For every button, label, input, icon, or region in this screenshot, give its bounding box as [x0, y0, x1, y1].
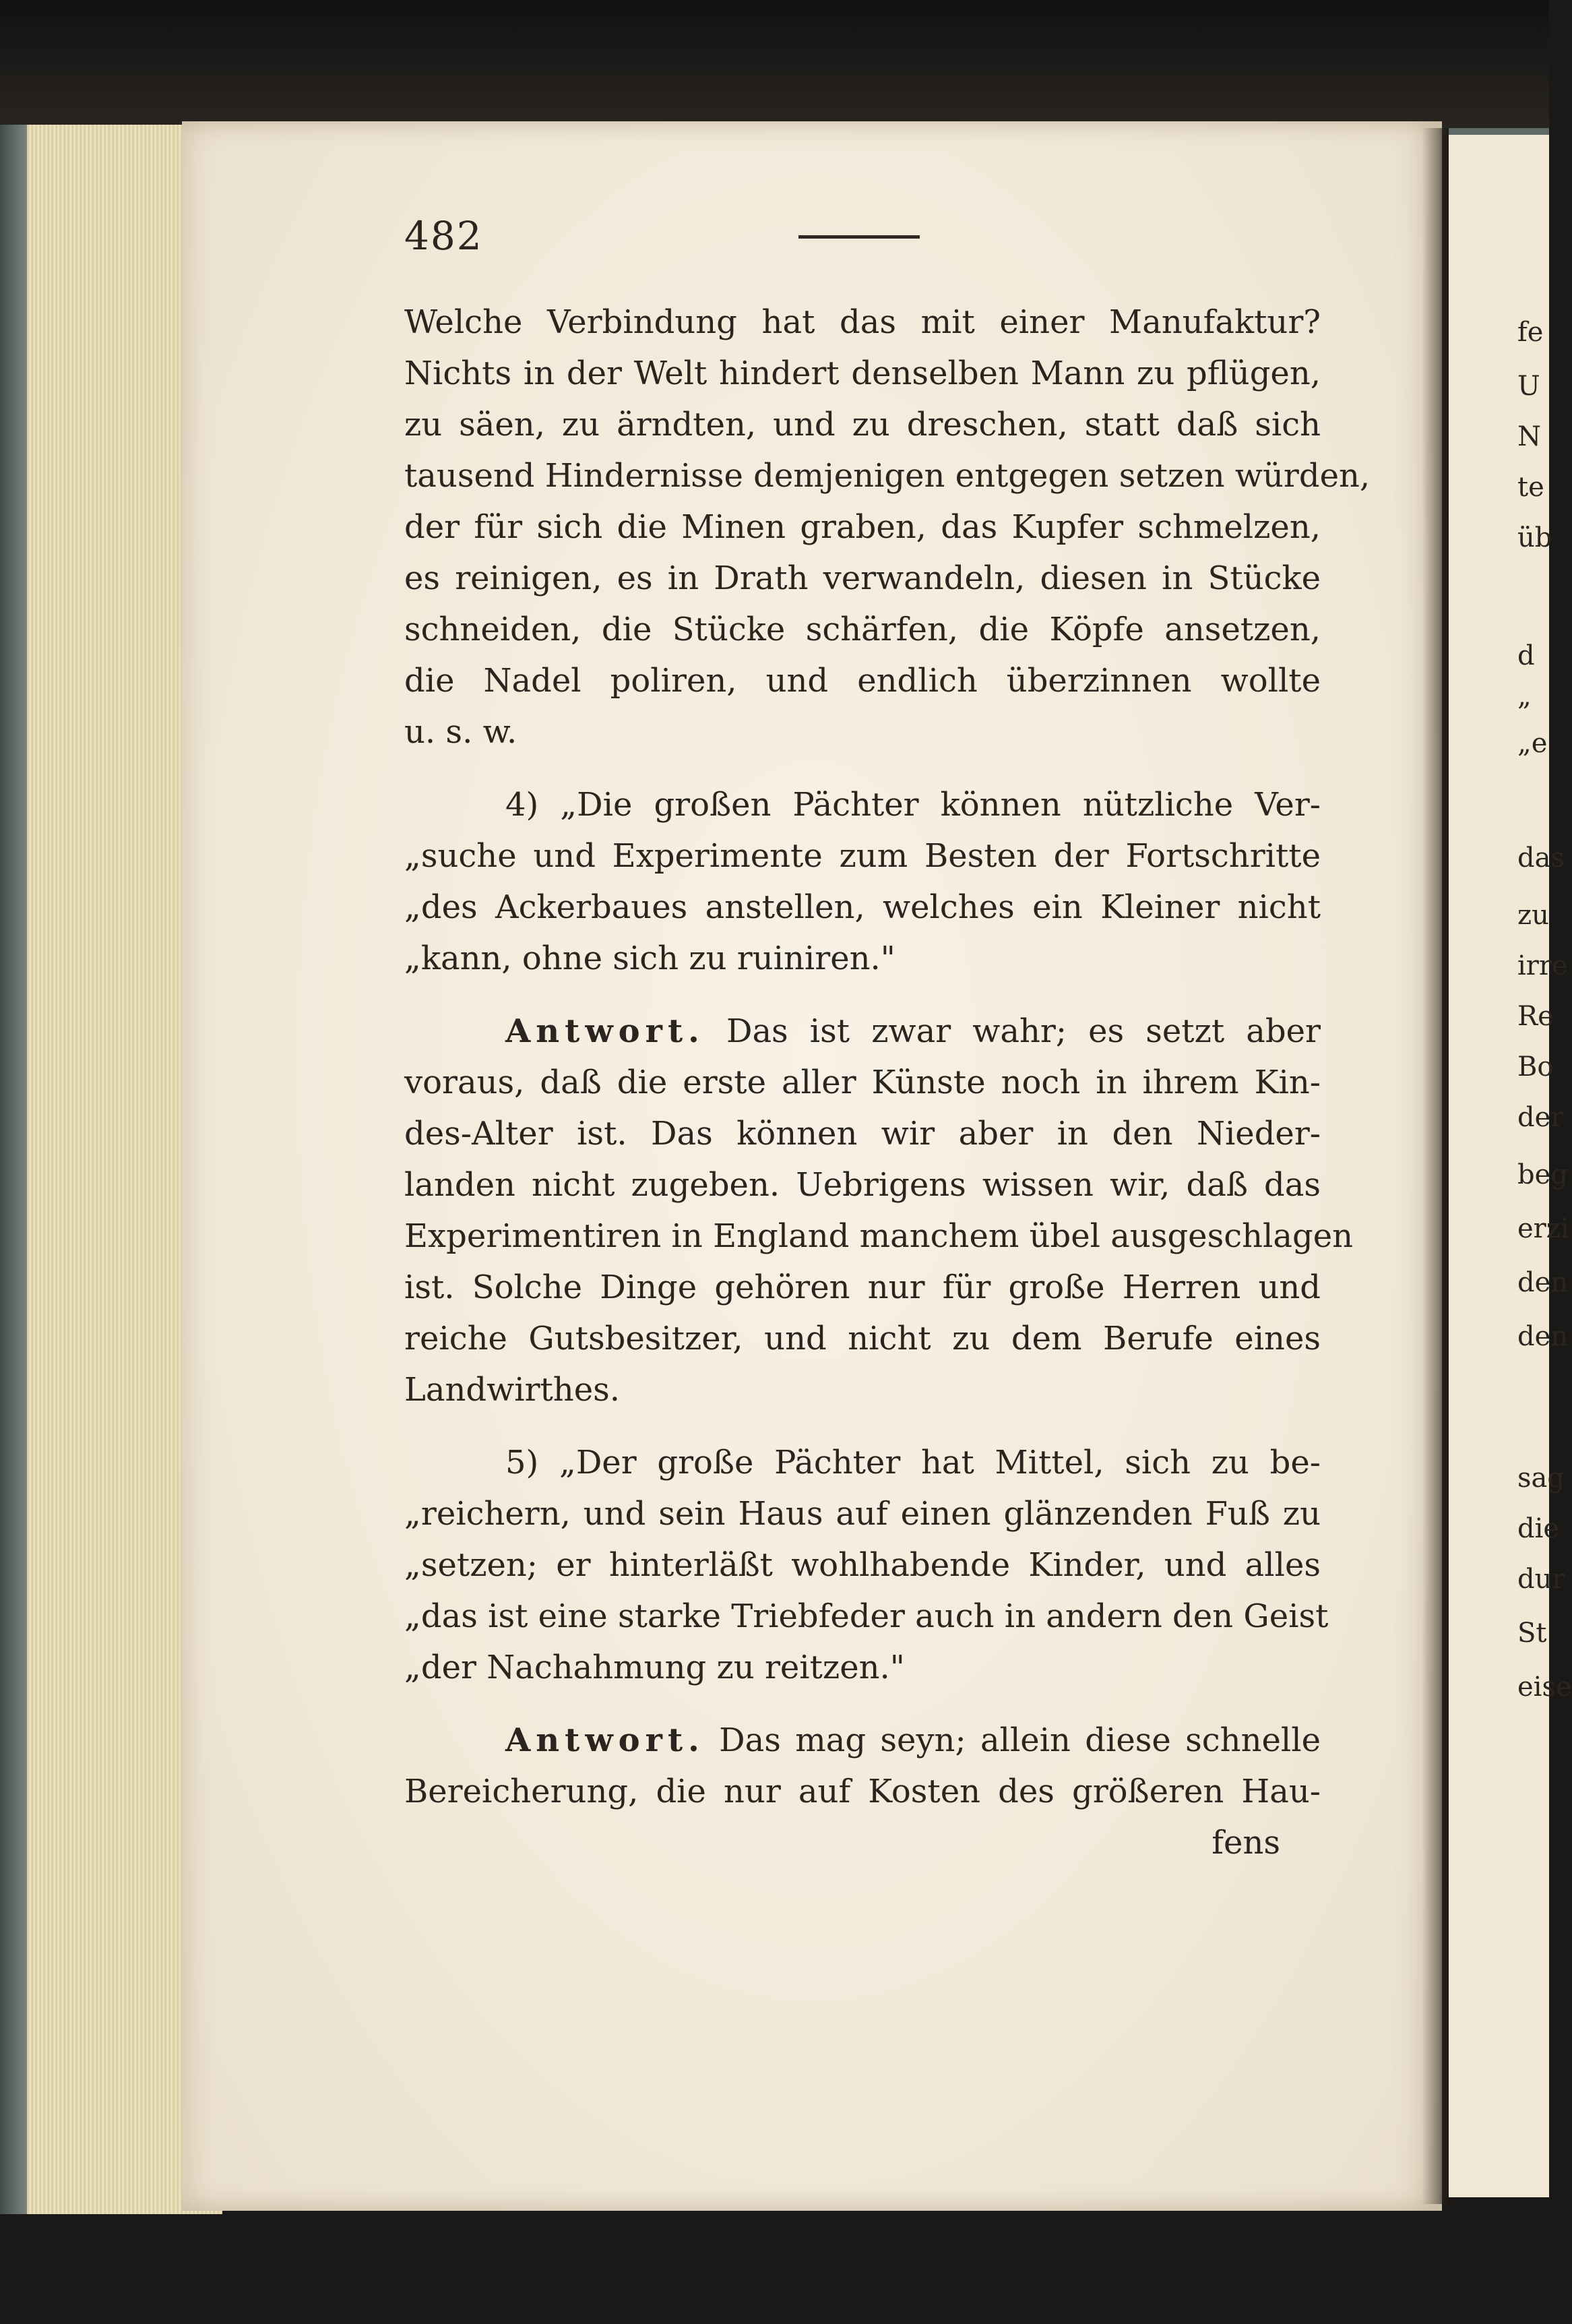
text-line: „der Nachahmung zu reitzen." [404, 1649, 905, 1686]
text-line: der für sich die Minen graben, das Kupfer schmelzen, [404, 508, 1321, 546]
text-line: „kann, ohne sich zu ruiniren." [404, 940, 895, 977]
page-header [404, 213, 1321, 267]
text-line: des-Alter ist. Das können wir aber in den Nieder- [404, 1115, 1321, 1153]
text-line: „setzen; er hinterläßt wohlhabende Kinder, und alles [404, 1546, 1321, 1584]
text-line: u. s. w. [404, 713, 517, 751]
text-line: ist. Solche Dinge gehören nur für große Herren und [404, 1268, 1321, 1306]
page-body [404, 297, 1371, 1868]
next-page-fragment: fe [1517, 317, 1544, 348]
next-page-fragment: üb [1517, 522, 1552, 553]
antwort-label: Antwort. [505, 1012, 705, 1050]
antwort-line [404, 1715, 1321, 1766]
antwort-line [404, 1006, 1321, 1057]
text-line: „des Ackerbaues anstellen, welches ein Kleiner nicht [404, 888, 1321, 926]
next-page-fragment: „ [1517, 681, 1532, 712]
book-cover-edge [0, 125, 27, 2214]
page-gutter [1422, 128, 1449, 2204]
text-line: „suche und Experimente zum Besten der Fortschritte [404, 837, 1321, 875]
text-line: es reinigen, es in Drath verwandeln, diesen in Stücke [404, 559, 1321, 597]
next-page-fragment: N [1517, 421, 1541, 452]
next-page-fragment: St [1517, 1618, 1547, 1649]
next-page-fragment: „e [1517, 728, 1548, 759]
next-page-fragment: Bo [1517, 1051, 1554, 1082]
next-page-fragment: den [1517, 1267, 1569, 1298]
next-page-fragment: die [1517, 1513, 1560, 1544]
text-line: die Nadel poliren, und endlich überzinnen wollte [404, 662, 1321, 700]
antwort-label: Antwort. [505, 1721, 705, 1759]
header-rule [798, 235, 920, 239]
text-line: Welche Verbindung hat das mit einer Manufaktur? [404, 303, 1321, 341]
text-line: tausend Hindernisse demjenigen entgegen setzen würden, [404, 457, 1371, 495]
next-page-fragment: den [1517, 1321, 1569, 1352]
next-page-fragment: d [1517, 640, 1535, 671]
next-page-fragment: zu [1517, 900, 1549, 931]
text-line: Bereicherung, die nur auf Kosten des größeren Hau- [404, 1773, 1321, 1810]
text-line: „reichern, und sein Haus auf einen glänzenden Fuß zu [404, 1495, 1321, 1533]
text-line: landen nicht zugeben. Uebrigens wissen wir, daß das [404, 1166, 1321, 1204]
next-page-fragment: Re [1517, 1001, 1554, 1032]
next-page-fragment: sag [1517, 1463, 1565, 1494]
next-page-fragment: U [1517, 371, 1540, 402]
next-page-fragment: beg [1517, 1159, 1568, 1190]
text-line: reiche Gutsbesitzer, und nicht zu dem Berufe eines [404, 1320, 1321, 1357]
catchword: fens [1212, 1824, 1280, 1862]
text-line: voraus, daß die erste aller Künste noch in ihrem Kin- [404, 1064, 1321, 1101]
text-line: Experimentiren in England manchem übel ausgeschlagen [404, 1217, 1354, 1255]
next-page-fragment: eise [1517, 1672, 1572, 1703]
text-fragment: Das ist zwar wahr; es setzt aber [726, 1012, 1321, 1050]
text-line: schneiden, die Stücke schärfen, die Köpfe ansetzen, [404, 611, 1321, 648]
backdrop [0, 0, 1549, 135]
text-line: 5) „Der große Pächter hat Mittel, sich zu be- [505, 1444, 1321, 1481]
text-line: Nichts in der Welt hindert denselben Mann zu pflügen, [404, 355, 1321, 392]
text-fragment: Das mag seyn; allein diese schnelle [719, 1721, 1321, 1759]
text-line: 4) „Die großen Pächter können nützliche Ver- [505, 786, 1321, 824]
next-page-fragment: der [1517, 1102, 1564, 1133]
next-page-fragment: erzi [1517, 1213, 1569, 1244]
text-line: Landwirthes. [404, 1371, 621, 1409]
next-page-fragment: das [1517, 843, 1565, 874]
text-line: zu säen, zu ärndten, und zu dreschen, statt daß sich [404, 406, 1321, 444]
next-page-fragment: te [1517, 472, 1544, 503]
page-number: 482 [404, 213, 483, 259]
next-page-fragment: irre [1517, 950, 1568, 981]
text-line: „das ist eine starke Triebfeder auch in andern den Geist [404, 1597, 1329, 1635]
next-page-fragment: dur [1517, 1564, 1565, 1595]
